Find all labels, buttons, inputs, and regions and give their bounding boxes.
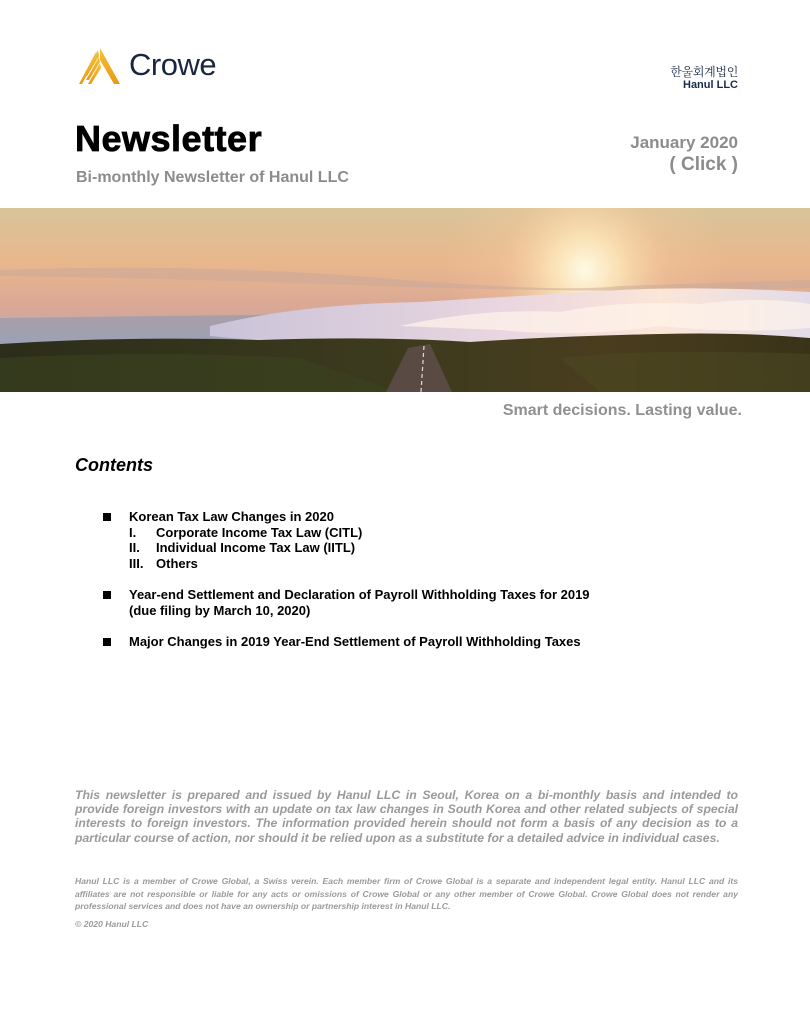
firm-name-english: Hanul LLC <box>683 79 738 91</box>
contents-heading: Contents <box>75 455 153 475</box>
disclaimer-text: This newsletter is prepared and issued by Hanul LLC in Seoul, Korea on a bi-monthly basis and intended to provide foreign investors with an update on tax law changes in South Korea and other related subjects of special interests to foreign investors. The information provided herein should not form a basis of any decision as to a particular course of action, nor should it be relied upon as a substitute for a detailed advice in individual cases. <box>75 788 738 845</box>
banner-image <box>0 208 810 392</box>
toc-subitem-label: Corporate Income Tax Law (CITL) <box>156 524 363 540</box>
crowe-logo <box>76 44 226 88</box>
click-link[interactable]: ( Click ) <box>669 154 738 175</box>
issue-date: January 2020 <box>630 133 738 152</box>
toc-item-label: Korean Tax Law Changes in 2020 <box>129 509 334 524</box>
crowe-logo-mark-icon <box>76 46 120 86</box>
toc-item-label-line2: (due filing by March 10, 2020) <box>129 602 311 618</box>
toc-subitem <box>129 525 362 541</box>
toc-subitem <box>129 556 198 572</box>
toc-subitem-label: Individual Income Tax Law (IITL) <box>156 540 356 555</box>
toc-subitem-number: I. <box>129 524 137 540</box>
crowe-logo-text: Crowe <box>129 47 217 82</box>
page-subtitle: Bi-monthly Newsletter of Hanul LLC <box>76 169 349 186</box>
hanul-firm-name <box>670 65 738 91</box>
page-title: Newsletter <box>75 118 263 159</box>
toc-subitem-label: Others <box>156 555 198 571</box>
toc-item-label: Year-end Settlement and Declaration of Payroll Withholding Taxes for 2019 <box>129 587 590 602</box>
square-bullet-icon <box>103 513 111 521</box>
toc-item-label: Major Changes in 2019 Year-End Settlement of Payroll Withholding Taxes <box>129 634 581 649</box>
toc-subitem <box>129 540 355 556</box>
square-bullet-icon <box>103 638 111 646</box>
toc-subitem-number: III. <box>129 555 144 571</box>
firm-name-korean: 한울회계법인 <box>670 65 738 79</box>
tagline: Smart decisions. Lasting value. <box>502 402 742 419</box>
landscape-sunset-image-icon <box>0 208 810 392</box>
member-notice: Hanul LLC is a member of Crowe Global, a Swiss verein. Each member firm of Crowe Global is a separate and independent legal entity. Hanul LLC and its affiliates are not responsible or liable for any acts or omissions of Crowe Global or any other member of Crowe Global. Crowe Global does not render any professional services and does not have an ownership or partnership interest in Hanul LLC. <box>75 876 738 912</box>
square-bullet-icon <box>103 591 111 599</box>
copyright: © 2020 Hanul LLC <box>75 919 149 929</box>
toc-subitem-number: II. <box>129 540 140 555</box>
